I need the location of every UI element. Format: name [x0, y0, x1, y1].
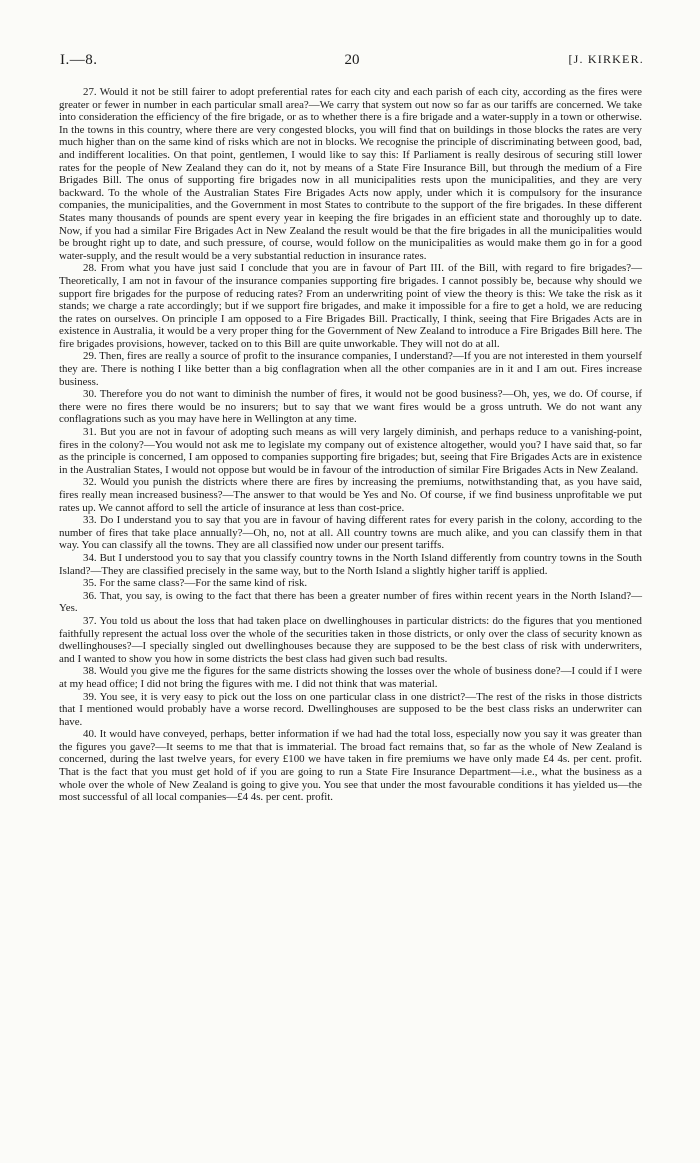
paragraph-38: 38. Would you give me the figures for the same districts showing the losses over the whole of business done?—I could if I were at my head office; I did not bring the figures with me. I did not think that was material.	[59, 665, 642, 690]
paragraph-36: 36. That, you say, is owing to the fact that there has been a greater number of fires within recent years in the North Island?—Yes.	[59, 589, 642, 615]
document-reference: I.—8.	[60, 52, 98, 68]
paragraph-31: 31. But you are not in favour of adopting such means as will very largely diminish, and perhaps reduce to a vanishing-point, fires in the colony?—You would not ask me to legislate my company out of existence altogether, would you? I have said that, so far as the principle is concerned, I am opposed to companies supporting fire brigades; but, seeing that Fire Brigades Acts are in existence in the Australian States, I would not oppose but would be in favour of the introduction of similar Fire Brigades Acts in New Zealand.	[59, 426, 642, 476]
paragraph-33: 33. Do I understand you to say that you are in favour of having different rates for every parish in the colony, according to the number of fires that take place annually?—Oh, no, not at all. All country towns are much alike, and you can classify them in that way. You can classify all the towns. They are all classified now under our present tariffs.	[59, 514, 642, 552]
testimony-body	[59, 86, 642, 804]
paragraph-30: 30. Therefore you do not want to diminish the number of fires, it would not be good business?—Oh, yes, we do. Of course, if there were no fires there would be no insurers; but to say that we want fires would be a gross untruth. We do not want any conflagrations such as you may have here in Wellington at any time.	[59, 388, 642, 426]
paragraph-34: 34. But I understood you to say that you classify country towns in the North Island differently from country towns in the South Island?—They are classified precisely in the same way, but to the North Island a slightly higher tariff is applied.	[59, 551, 642, 577]
paragraph-29: 29. Then, fires are really a source of profit to the insurance companies, I understand?—If you are not interested in them yourself they are. There is nothing I like better than a big conflagration when all the other companies are in it and I am out. Fires increase business.	[59, 350, 642, 388]
paragraph-40: 40. It would have conveyed, perhaps, better information if we had had the total loss, especially now you say it was greater than the figures you gave?—It seems to me that that is immaterial. The broad fact remains that, so far as the whole of New Zealand is concerned, during the last twelve years, for every £100 we have taken in fire premiums we have only made £4 4s. per cent. profit. That is the fact that you must get hold of if you are going to run a State Fire Insurance Department—i.e., what the business as a whole over the whole of New Zealand is going to give you. You see that under the most favourable conditions it has yielded us—the most successful of all local companies—£4 4s. per cent. profit.	[59, 728, 642, 804]
paragraph-27: 27. Would it not be still fairer to adopt preferential rates for each city and each parish of each city, according as the fires were greater or fewer in number in each particular small area?—We carry that system out now so far as our tariffs are concerned. We take into consideration the efficiency of the fire brigade, or as to whether there is a fire brigade and a water-supply in a town or otherwise. In the towns in this country, where there are very congested blocks, you will find that on buildings in those blocks the rates are very much higher than on the same kind of risks which are not in blocks. We recognise the principle of discriminating between good, bad, and indifferent localities. On that point, gentlemen, I would like to say this: If Parliament is really desirous of securing still lower rates for the people of New Zealand they can do it, not by means of a State Fire Insurance Bill, but through the medium of a Fire Brigades Bill. The onus of supporting fire brigades now in all municipalities rests upon the municipalities, and they are very backward. To the whole of the Australian States Fire Brigades Acts now apply, under which it is compulsory for the insurance companies, the municipalities, and the Government in most States to contribute to the support of the fire brigades. In these different States many thousands of pounds are spent every year in keeping the fire brigades in an efficient state and thoroughly up to date. Now, if you had a similar Fire Brigades Act in New Zealand the result would be that the fire brigades in all the municipalities would be brought right up to date, and such pressure, of course, would follow on the municipalities as would make them go in for a good water-supply, and the result would be a very substantial reduction in insurance rates.	[59, 86, 642, 262]
paragraph-32: 32. Would you punish the districts where there are fires by increasing the premiums, notwithstanding that, as you have said, fires really mean increased business?—The answer to that would be Yes and No. Of course, if we find business unprofitable we put rates up. We cannot afford to sell the article of insurance at less than cost-price.	[59, 476, 642, 514]
witness-name: [J. KIRKER.	[568, 52, 644, 66]
page-number: 20	[344, 52, 360, 68]
paragraph-28: 28. From what you have just said I conclude that you are in favour of Part III. of the Bill, with regard to fire brigades?—Theoretically, I am not in favour of the insurance companies supporting fire brigades. I cannot possibly be, because why should we support fire brigades for the purpose of reducing rates? From an underwriting point of view the theory is this: We take the risk as it stands; we charge a rate accordingly; but if we support fire brigades, and make it impossible for a fire to get a hold, we are reducing the rates on ourselves. On principle I am opposed to a Fire Brigades Bill. Practically, I think, seeing that Fire Brigades Acts are in existence in Australia, it would be a very proper thing for the Government of New Zealand to introduce a Fire Brigades Bill here. The fire brigades provisions, however, tacked on to this Bill are quite unworkable. They will not do at all.	[59, 262, 642, 350]
paragraph-39: 39. You see, it is very easy to pick out the loss on one particular class in one district?—The rest of the risks in those districts that I mentioned would probably have a worse record. Dwellinghouses are supposed to be the best class risks an underwriter can have.	[59, 690, 642, 728]
paragraph-35: 35. For the same class?—For the same kind of risk.	[83, 577, 308, 590]
paragraph-37: 37. You told us about the loss that had taken place on dwellinghouses in particular districts: do the figures that you mentioned faithfully represent the actual loss over the whole of the securities taken in those districts, or only over the class of security known as dwellinghouses?—I specially singled out dwellinghouses because they are supposed to be the best class of risk with underwriters, and I wanted to show you how in some districts the best class had given such bad results.	[59, 614, 642, 665]
page-header	[60, 52, 644, 74]
